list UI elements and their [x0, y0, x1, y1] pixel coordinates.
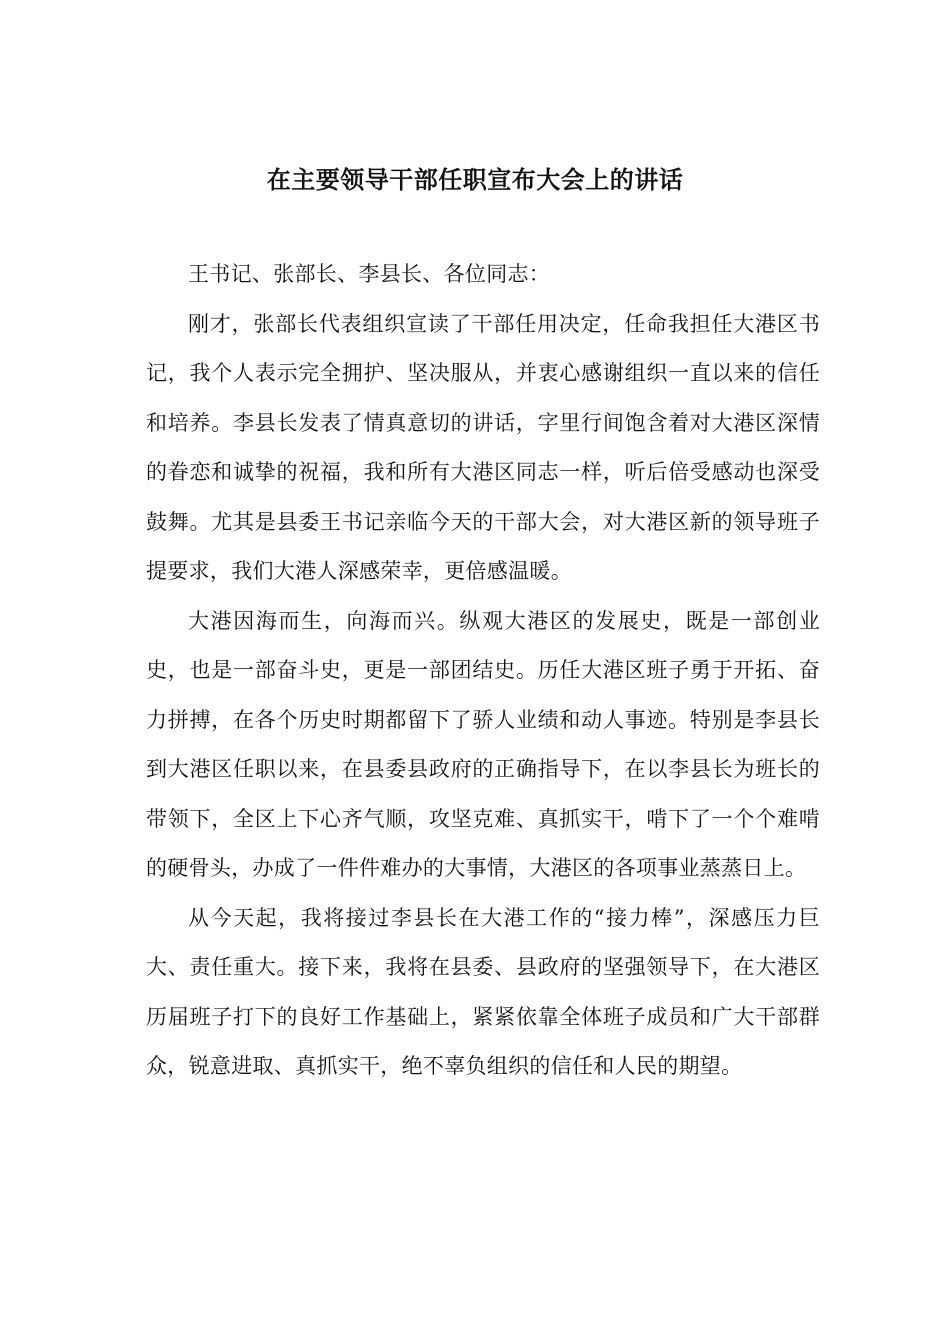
paragraph-3: 从今天起，我将接过李县长在大港工作的“接力棒”，深感压力巨大、责任重大。接下来，我将在县委、县政府的坚强领导下，在大港区历届班子打下的良好工作基础上，紧紧依靠全体班子成员和广大干部群众，锐意进取、真抓实干，绝不辜负组织的信任和人民的期望。 — [146, 905, 820, 1078]
document-title: 在主要领导干部任职宣布大会上的讲话 — [266, 165, 684, 194]
document-body — [146, 250, 820, 1092]
salutation: 王书记、张部长、李县长、各位同志： — [188, 262, 551, 286]
paragraph-2: 大港因海而生，向海而兴。纵观大港区的发展史，既是一部创业史，也是一部奋斗史，更是一部团结史。历任大港区班子勇于开拓、奋力拼搏，在各个历史时期都留下了骄人业绩和动人事迹。特别是李县长到大港区任职以来，在县委县政府的正确指导下，在以李县长为班长的带领下，全区上下心齐气顺，攻坚克难、真抓实干，啃下了一个个难啃的硬骨头，办成了一件件难办的大事情，大港区的各项事业蒸蒸日上。 — [146, 608, 820, 880]
paragraph-1: 刚才，张部长代表组织宣读了干部任用决定，任命我担任大港区书记，我个人表示完全拥护、坚决服从，并衷心感谢组织一直以来的信任和培养。李县长发表了情真意切的讲话，字里行间饱含着对大港区深情的眷恋和诚挚的祝福，我和所有大港区同志一样，听后倍受感动也深受鼓舞。尤其是县委王书记亲临今天的干部大会，对大港区新的领导班子提要求，我们大港人深感荣幸，更倍感温暖。 — [146, 311, 820, 583]
